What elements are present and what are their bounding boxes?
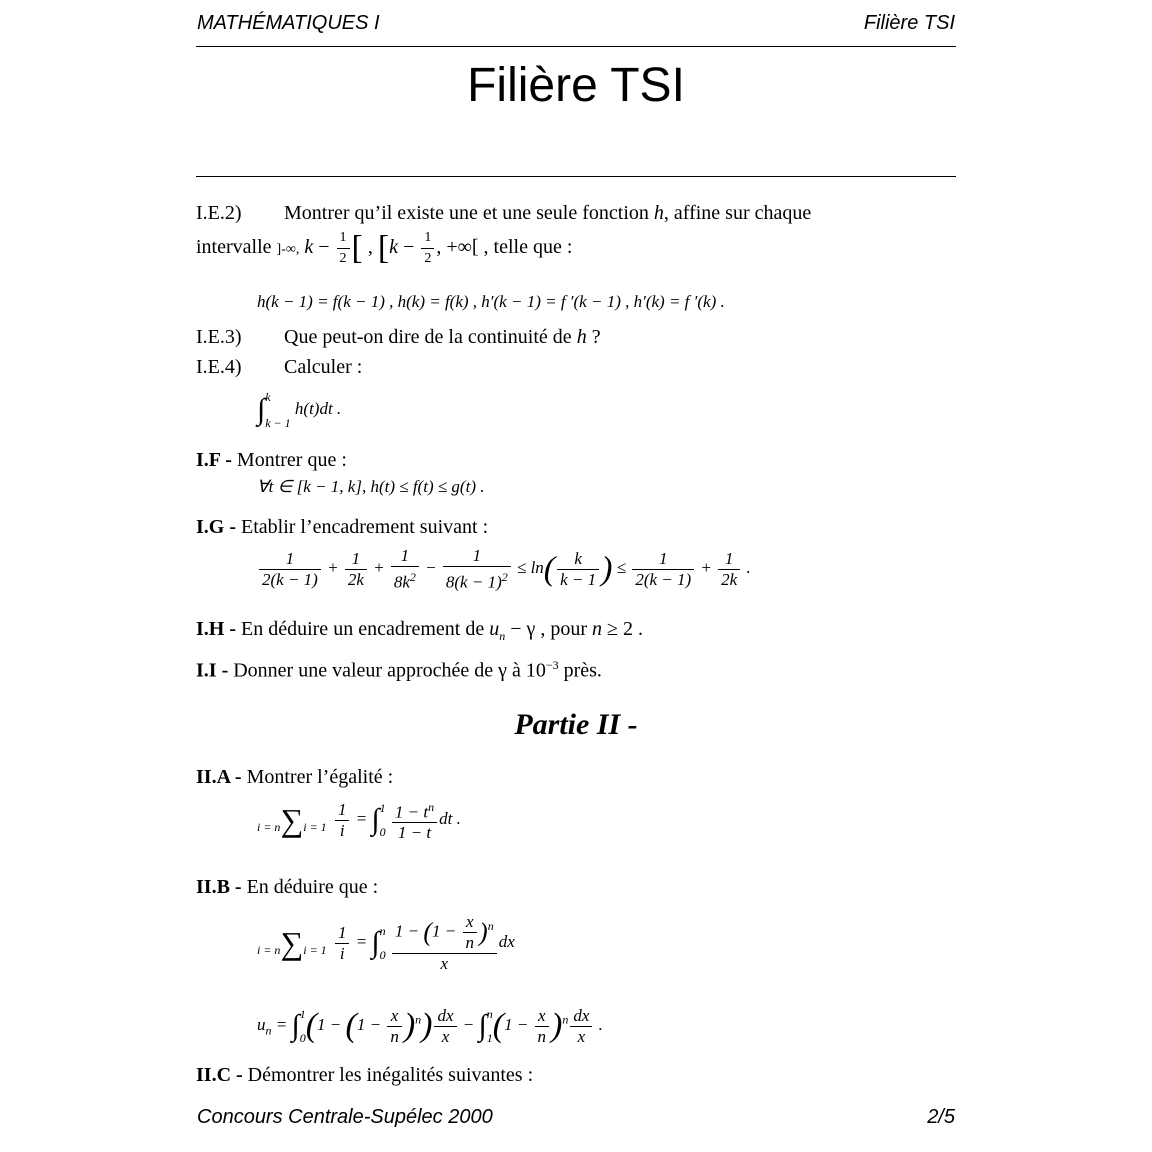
header-track: Filière TSI [863, 12, 955, 34]
question-ii: I.I - Donner une valeur approchée de γ à $10^{-3}$ près. [196, 658, 602, 682]
question-label: I.H - [196, 618, 236, 640]
question-label: I.E.4) [196, 356, 242, 378]
question-text: Calculer : [284, 356, 363, 378]
question-label: II.C - [196, 1064, 243, 1086]
footer-page-number: 2/5 [927, 1106, 955, 1128]
question-label: I.I - [196, 659, 229, 682]
question-ie3: I.E.3) Que peut-on dire de la continuité de h ? [196, 322, 956, 352]
footer-exam: Concours Centrale-Supélec 2000 [197, 1106, 493, 1128]
header-rule [196, 46, 956, 47]
question-if [196, 445, 956, 475]
question-text: Démontrer les inégalités suivantes : [247, 1064, 534, 1086]
formula-iib-2: $u_n = \int 1$ 0(1 − (1 − $\frac{x}{n}$ )$^n$) $\frac{dx}{x}$ − ∫n 1(1 − $\frac{x}{n}$ )$^n$ $\frac{dx}{x}$ . [257, 1005, 603, 1046]
question-ie4 [196, 352, 956, 382]
question-label: II.B - [196, 876, 242, 898]
page-title: Filière TSI [467, 59, 685, 112]
formula-ie4: ∫k k − 1 h(t)dt . [257, 390, 342, 430]
question-iib [196, 872, 956, 902]
question-iic [196, 1060, 956, 1090]
question-ih: I.H - En déduire un encadrement de $u_n - \gamma$ , pour n ≥ 2 . [196, 618, 643, 643]
formula-ie2: h(k − 1) = f(k − 1) , h(k) = f(k) , h′(k − 1) = f ′(k − 1) , h′(k) = f ′(k) . [257, 292, 725, 311]
question-ie2: I.E.2) Montrer qu’il existe une et une seule fonction h, affine sur chaque intervalle ]-∞, k − $\frac{1}{2}$ [ , [k − $\frac{1}{2}$ , +∞[ , telle que : [196, 198, 956, 269]
title-rule [196, 176, 956, 177]
question-iia [196, 762, 956, 792]
question-text: Etablir l’encadrement suivant : [241, 516, 489, 538]
formula-if: ∀t ∈ [k − 1, k], h(t) ≤ f(t) ≤ g(t) . [257, 477, 485, 496]
formula-ig: $\frac{1}{2(k - 1)}$ + $\frac{1}{2k}$ + $\frac{1}{8k^2}$ − $\frac{1}{8(k - 1)^2}$ ≤ ln( $\frac{k}{k - 1}$ ) ≤ $\frac{1}{2(k - 1)}$ + $\frac{1}{2k}$ . [257, 546, 751, 593]
question-label: I.E.2) [196, 202, 242, 224]
question-ig [196, 512, 956, 542]
formula-iib-1: i = n∑i = 1 $\frac{1}{i}$ = ∫n 0 1 − (1 − $\frac{x}{n}$ )$^n$ x dx [257, 912, 515, 973]
question-text: Montrer que : [236, 449, 347, 471]
question-label: I.F - [196, 449, 232, 471]
question-label: I.E.3) [196, 326, 242, 348]
question-label: I.G - [196, 516, 236, 538]
question-label: II.A - [196, 766, 242, 788]
header-subject: MATHÉMATIQUES I [197, 12, 380, 34]
question-text: En déduire que : [246, 876, 379, 898]
formula-iia: i = n∑i = 1 $\frac{1}{i}$ = ∫1 0 $\frac{1 - t^n}{1 - t}$ dt . [257, 796, 461, 844]
part-title: Partie II - [514, 708, 638, 741]
question-text: Montrer l’égalité : [246, 766, 394, 788]
